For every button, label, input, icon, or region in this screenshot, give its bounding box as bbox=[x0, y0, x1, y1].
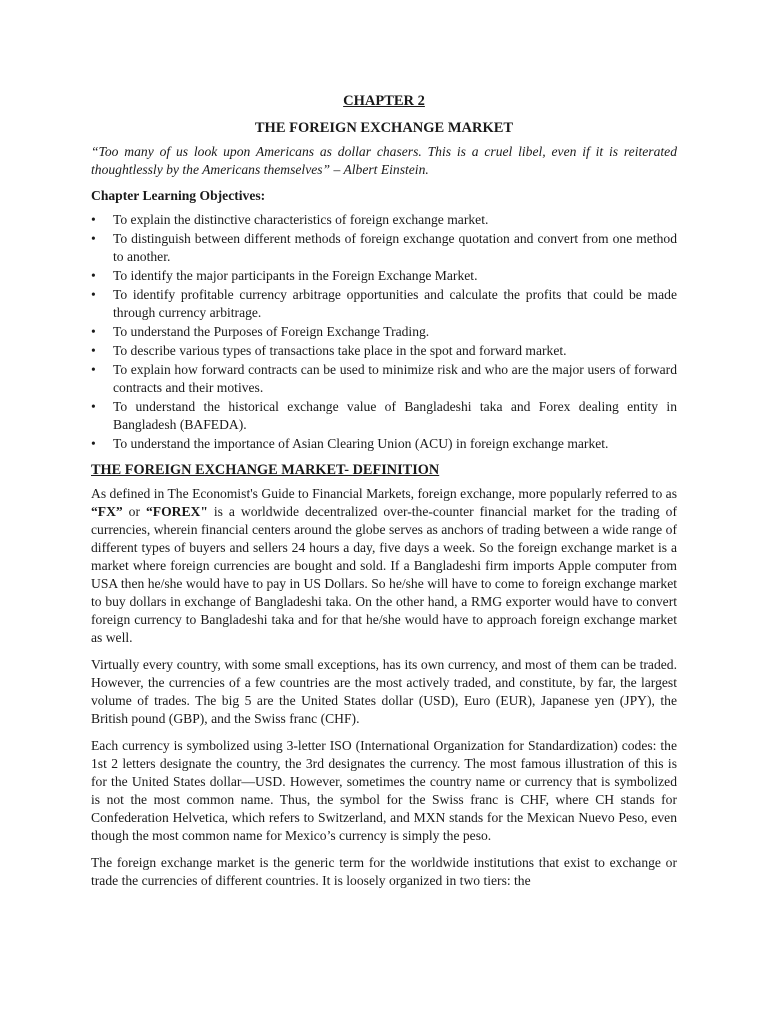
objective-item: • To explain how forward contracts can be used to minimize risk and who are the major users of forward contracts and their motives. bbox=[91, 361, 677, 397]
objective-item: • To explain the distinctive characteristics of foreign exchange market. bbox=[91, 211, 677, 229]
paragraph-text: is a worldwide decentralized over-the-counter financial market for the trading of currencies, wherein financial centers around the globe serves as anchors of trading between a wide range of different types of buyers and sellers 24 hours a day, five days a week. So the foreign exchange market is a market where foreign currencies are bought and sold. If a Bangladeshi firm imports Apple computer from USA then he/she would have to pay in US Dollars. So he/she will have to come to foreign exchange market to buy dollars in exchange of Bangladeshi taka. On the other hand, a RMG exporter would have to convert foreign currency to Bangladeshi taka and for that he/she would have to approach foreign exchange market as well. bbox=[91, 504, 677, 645]
term-fx: “FX” bbox=[91, 504, 123, 519]
paragraph-iso-codes: Each currency is symbolized using 3-letter ISO (International Organization for Standardization) codes: the 1st 2 letters designate the country, the 3rd designates the currency. The most famous illustration of this is for the United States dollar—USD. However, sometimes the country name or currency that is symbolized is not the most common name. Thus, the symbol for the Swiss franc is CHF, where CH stands for Confederation Helvetica, which refers to Switzerland, and MXN stands for the Mexican Nuevo Peso, even though the most common name for Mexico’s currency is simply the peso. bbox=[91, 738, 677, 843]
paragraph-market-tiers: The foreign exchange market is the generic term for the worldwide institutions that exist to exchange or trade the currencies of different countries. It is loosely organized in two tiers: the bbox=[91, 855, 677, 888]
objective-item: • To identify the major participants in the Foreign Exchange Market. bbox=[91, 267, 677, 285]
paragraph-text: or bbox=[122, 504, 146, 519]
objective-item: • To understand the importance of Asian Clearing Union (ACU) in foreign exchange market. bbox=[91, 435, 677, 453]
objective-item: • To understand the Purposes of Foreign Exchange Trading. bbox=[91, 323, 677, 341]
objective-item: • To distinguish between different methods of foreign exchange quotation and convert from one method to another. bbox=[91, 230, 677, 266]
paragraph-definition bbox=[91, 485, 677, 647]
chapter-label: CHAPTER 2 bbox=[343, 93, 425, 109]
objectives-list bbox=[91, 211, 677, 453]
document-page bbox=[91, 92, 677, 899]
term-forex: “FOREX" bbox=[145, 504, 208, 519]
section-heading-definition: THE FOREIGN EXCHANGE MARKET- DEFINITION bbox=[91, 462, 440, 478]
objectives-heading: Chapter Learning Objectives: bbox=[91, 188, 266, 203]
objective-item: • To identify profitable currency arbitrage opportunities and calculate the profits that could be made through currency arbitrage. bbox=[91, 286, 677, 322]
paragraph-text: As defined in The Economist's Guide to Financial Markets, foreign exchange, more popularly referred to as bbox=[91, 486, 677, 501]
chapter-title: THE FOREIGN EXCHANGE MARKET bbox=[254, 120, 514, 136]
objective-item: • To understand the historical exchange value of Bangladeshi taka and Forex dealing entity in Bangladesh (BAFEDA). bbox=[91, 398, 677, 434]
epigraph-quote: “Too many of us look upon Americans as dollar chasers. This is a cruel libel, even if it is reiterated thoughtlessly by the Americans themselves” – Albert Einstein. bbox=[91, 144, 677, 177]
objective-item: • To describe various types of transactions take place in the spot and forward market. bbox=[91, 342, 677, 360]
paragraph-currencies: Virtually every country, with some small exceptions, has its own currency, and most of them can be traded. However, the currencies of a few countries are the most actively traded, and constitute, by far, the largest volume of trades. The big 5 are the United States dollar (USD), Euro (EUR), Japanese yen (JPY), the British pound (GBP), and the Swiss franc (CHF). bbox=[91, 657, 677, 726]
